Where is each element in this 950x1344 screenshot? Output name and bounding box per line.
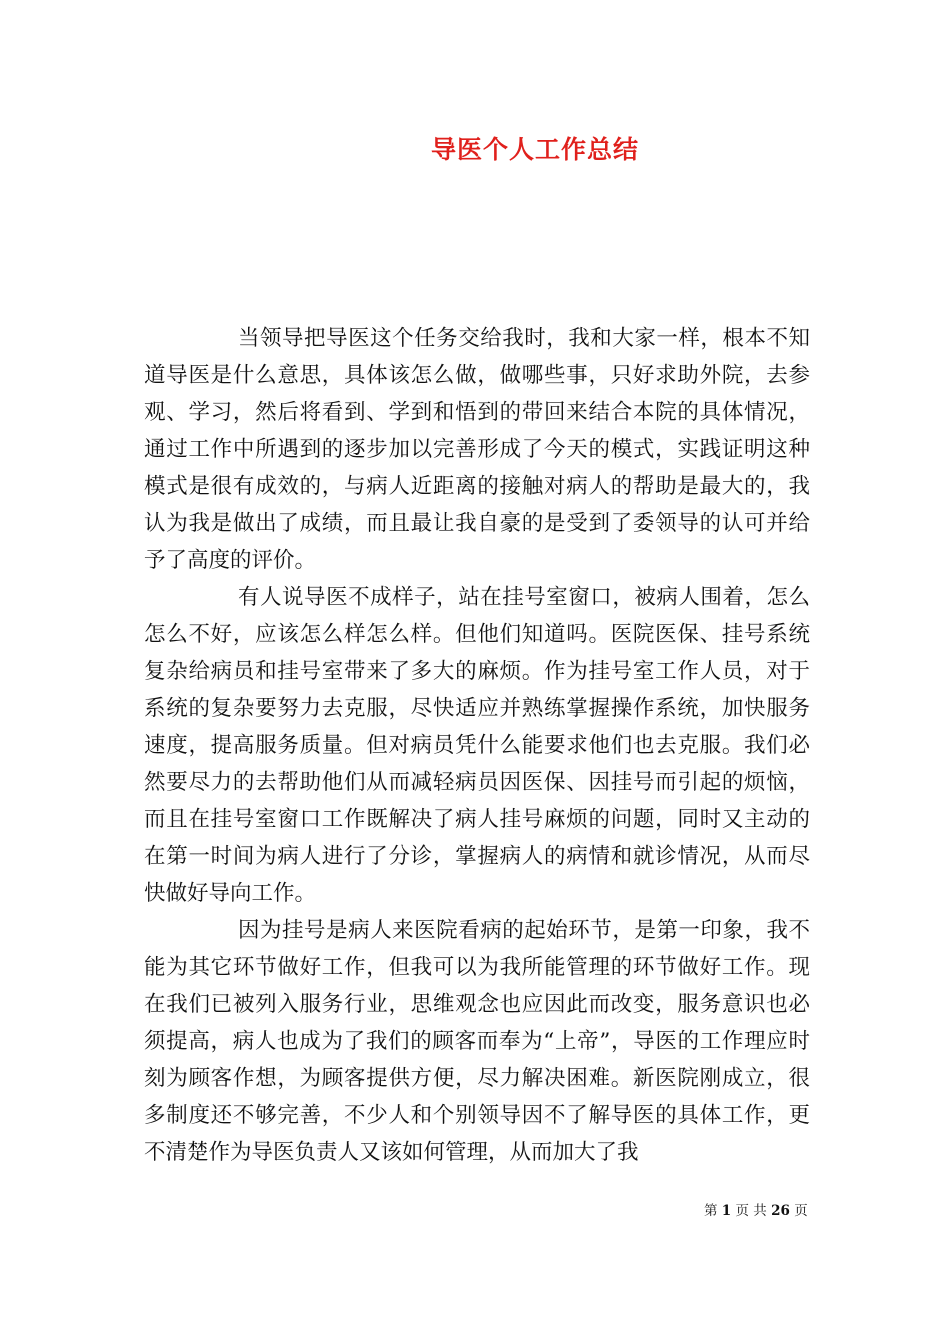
- paragraph-1: 当领导把导医这个任务交给我时，我和大家一样，根本不知道导医是什么意思，具体该怎么做，做哪些事，只好求助外院，去参观、学习，然后将看到、学到和悟到的带回来结合本院的具体情况，通过工作中所遇到的逐步加以完善形成了今天的模式，实践证明这种模式是很有成效的，与病人近距离的接触对病人的帮助是最大的，我认为我是做出了成绩，而且最让我自豪的是受到了委领导的认可并给予了高度的评价。: [144, 326, 810, 573]
- footer-page-number: 1: [721, 1203, 732, 1219]
- document-body: [144, 320, 810, 1171]
- paragraph-3: 因为挂号是病人来医院看病的起始环节，是第一印象，我不能为其它环节做好工作，但我可以为我所能管理的环节做好工作。现在我们已被列入服务行业，思维观念也应因此而改变，服务意识也必须提高，病人也成为了我们的顾客而奉为“上帝”，导医的工作理应时刻为顾客作想，为顾客提供方便，尽力解决困难。新医院刚成立，很多制度还不够完善，不少人和个别领导因不了解导医的具体工作，更不清楚作为导医负责人又该如何管理，从而加大了我: [144, 918, 810, 1165]
- paragraph-2: 有人说导医不成样子，站在挂号室窗口，被病人围着，怎么怎么不好，应该怎么样怎么样。但他们知道吗。医院医保、挂号系统复杂给病员和挂号室带来了多大的麻烦。作为挂号室工作人员，对于系统的复杂要努力去克服，尽快适应并熟练掌握操作系统，加快服务速度，提高服务质量。但对病员凭什么能要求他们也去克服。我们必然要尽力的去帮助他们从而减轻病员因医保、因挂号而引起的烦恼，而且在挂号室窗口工作既解决了病人挂号麻烦的问题，同时又主动的在第一时间为病人进行了分诊，掌握病人的病情和就诊情况，从而尽快做好导向工作。: [144, 585, 810, 906]
- footer-middle: 页 共: [735, 1203, 767, 1219]
- footer-prefix: 第: [704, 1203, 718, 1219]
- page-footer: [704, 1202, 808, 1220]
- footer-total-pages: 26: [771, 1203, 790, 1219]
- footer-suffix: 页: [794, 1203, 808, 1219]
- document-title: 导医个人工作总结: [430, 135, 639, 164]
